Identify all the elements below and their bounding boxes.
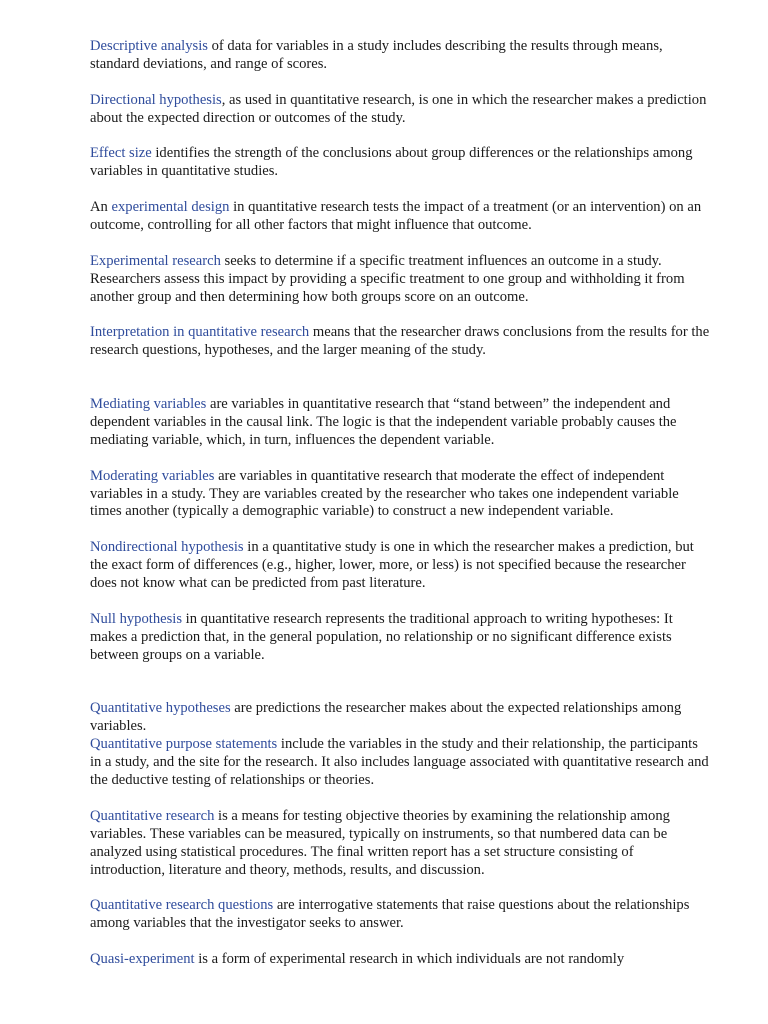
entry-definition: of data for variables in a study includes describing the results through means, standard deviations, and range of scores. — [90, 38, 663, 72]
glossary-page — [90, 38, 710, 987]
entry-prefix: An — [90, 199, 112, 216]
glossary-term[interactable]: Effect size — [90, 145, 152, 162]
glossary-entry-null-hypothesis — [90, 611, 710, 665]
glossary-entry-descriptive-analysis — [90, 38, 710, 74]
glossary-entry-mediating-variables — [90, 396, 710, 450]
entry-definition: in a quantitative study is one in which the researcher makes a prediction, but the exact form of differences (e.g., higher, lower, more, or less) is not specified because the researcher does not know what can be predicted from past literature. — [90, 539, 694, 592]
entry-definition: means that the researcher draws conclusions from the results for the research questions, hypotheses, and the larger meaning of the study. — [90, 324, 710, 359]
entry-definition: include the variables in the study and their relationship, the participants in a study, and the site for the research. It also includes language associated with quantitative research and the deductive testing of relationships or theories. — [90, 736, 709, 788]
entry-definition: is a form of experimental research in which individuals are not randomly — [194, 951, 625, 968]
glossary-term[interactable]: Descriptive analysis — [90, 38, 208, 54]
glossary-entry-moderating-variables — [90, 468, 710, 522]
glossary-entry-directional-hypothesis — [90, 92, 710, 128]
glossary-term[interactable]: Interpretation in quantitative research — [90, 324, 310, 341]
glossary-term[interactable]: Moderating variables — [90, 467, 215, 484]
glossary-entry-experimental-research — [90, 253, 710, 307]
entry-definition: are variables in quantitative research that “stand between” the independent and dependent variables in the causal link. The logic is that the independent variable probably causes the mediating variable, which, in turn, influences the dependent variable. — [90, 396, 677, 448]
entry-definition: in quantitative research represents the traditional approach to writing hypotheses: It makes a prediction that, in the general population, no relationship or no significant difference exists between groups on a variable. — [90, 610, 673, 663]
glossary-term[interactable]: Null hypothesis — [90, 610, 183, 627]
glossary-term[interactable]: Nondirectional hypothesis — [90, 539, 244, 556]
glossary-term[interactable]: experimental design — [111, 199, 230, 216]
glossary-entry-quasi-experiment — [90, 951, 710, 969]
glossary-entry-quantitative-hypotheses — [90, 700, 710, 736]
glossary-entry-nondirectional-hypothesis — [90, 539, 710, 593]
entry-definition: in quantitative research tests the impact of a treatment (or an intervention) on an outcome, controlling for all other factors that might influence that outcome. — [90, 199, 702, 234]
glossary-term[interactable]: Quantitative hypotheses — [90, 700, 231, 717]
glossary-term[interactable]: Mediating variables — [90, 396, 207, 413]
entry-definition: are interrogative statements that raise questions about the relationships among variables that the investigator seeks to answer. — [90, 897, 690, 932]
glossary-entry-interpretation — [90, 324, 710, 360]
glossary-term[interactable]: Experimental research — [90, 252, 221, 269]
glossary-term[interactable]: Quantitative purpose statements — [90, 736, 278, 753]
glossary-entry-experimental-design — [90, 199, 710, 235]
entry-definition: are variables in quantitative research that moderate the effect of independent variables in a study. They are variables created by the researcher who takes one independent variable times another (typically a demographic variable) to construct a new independent variable. — [90, 467, 679, 520]
glossary-term[interactable]: Quasi-experiment — [90, 951, 195, 968]
entry-definition: is a means for testing objective theories by examining the relationship among variables. These variables can be measured, typically on instruments, so that numbered data can be analyzed using statistical procedures. The final written report has a set structure consisting of introduction, literature and theory, methods, results, and discussion. — [90, 807, 670, 878]
glossary-entry-effect-size — [90, 145, 710, 181]
glossary-entry-quantitative-purpose-statements — [90, 736, 710, 790]
glossary-entry-quantitative-research-questions — [90, 897, 710, 933]
glossary-term[interactable]: Quantitative research questions — [90, 897, 274, 914]
glossary-term[interactable]: Directional hypothesis — [90, 91, 222, 108]
glossary-entry-quantitative-research — [90, 808, 710, 880]
entry-definition: seeks to determine if a specific treatment influences an outcome in a study. Researchers assess this impact by providing a specific treatment to one group and withholding it from another group and then determining how both groups score on an outcome. — [90, 252, 685, 305]
entry-definition: are predictions the researcher makes about the expected relationships among variables. — [90, 700, 682, 735]
entry-definition: , as used in quantitative research, is one in which the researcher makes a prediction about the expected direction or outcomes of the study. — [90, 91, 707, 126]
glossary-term[interactable]: Quantitative research — [90, 807, 215, 824]
entry-definition: identifies the strength of the conclusions about group differences or the relationships among variables in quantitative studies. — [90, 145, 693, 180]
